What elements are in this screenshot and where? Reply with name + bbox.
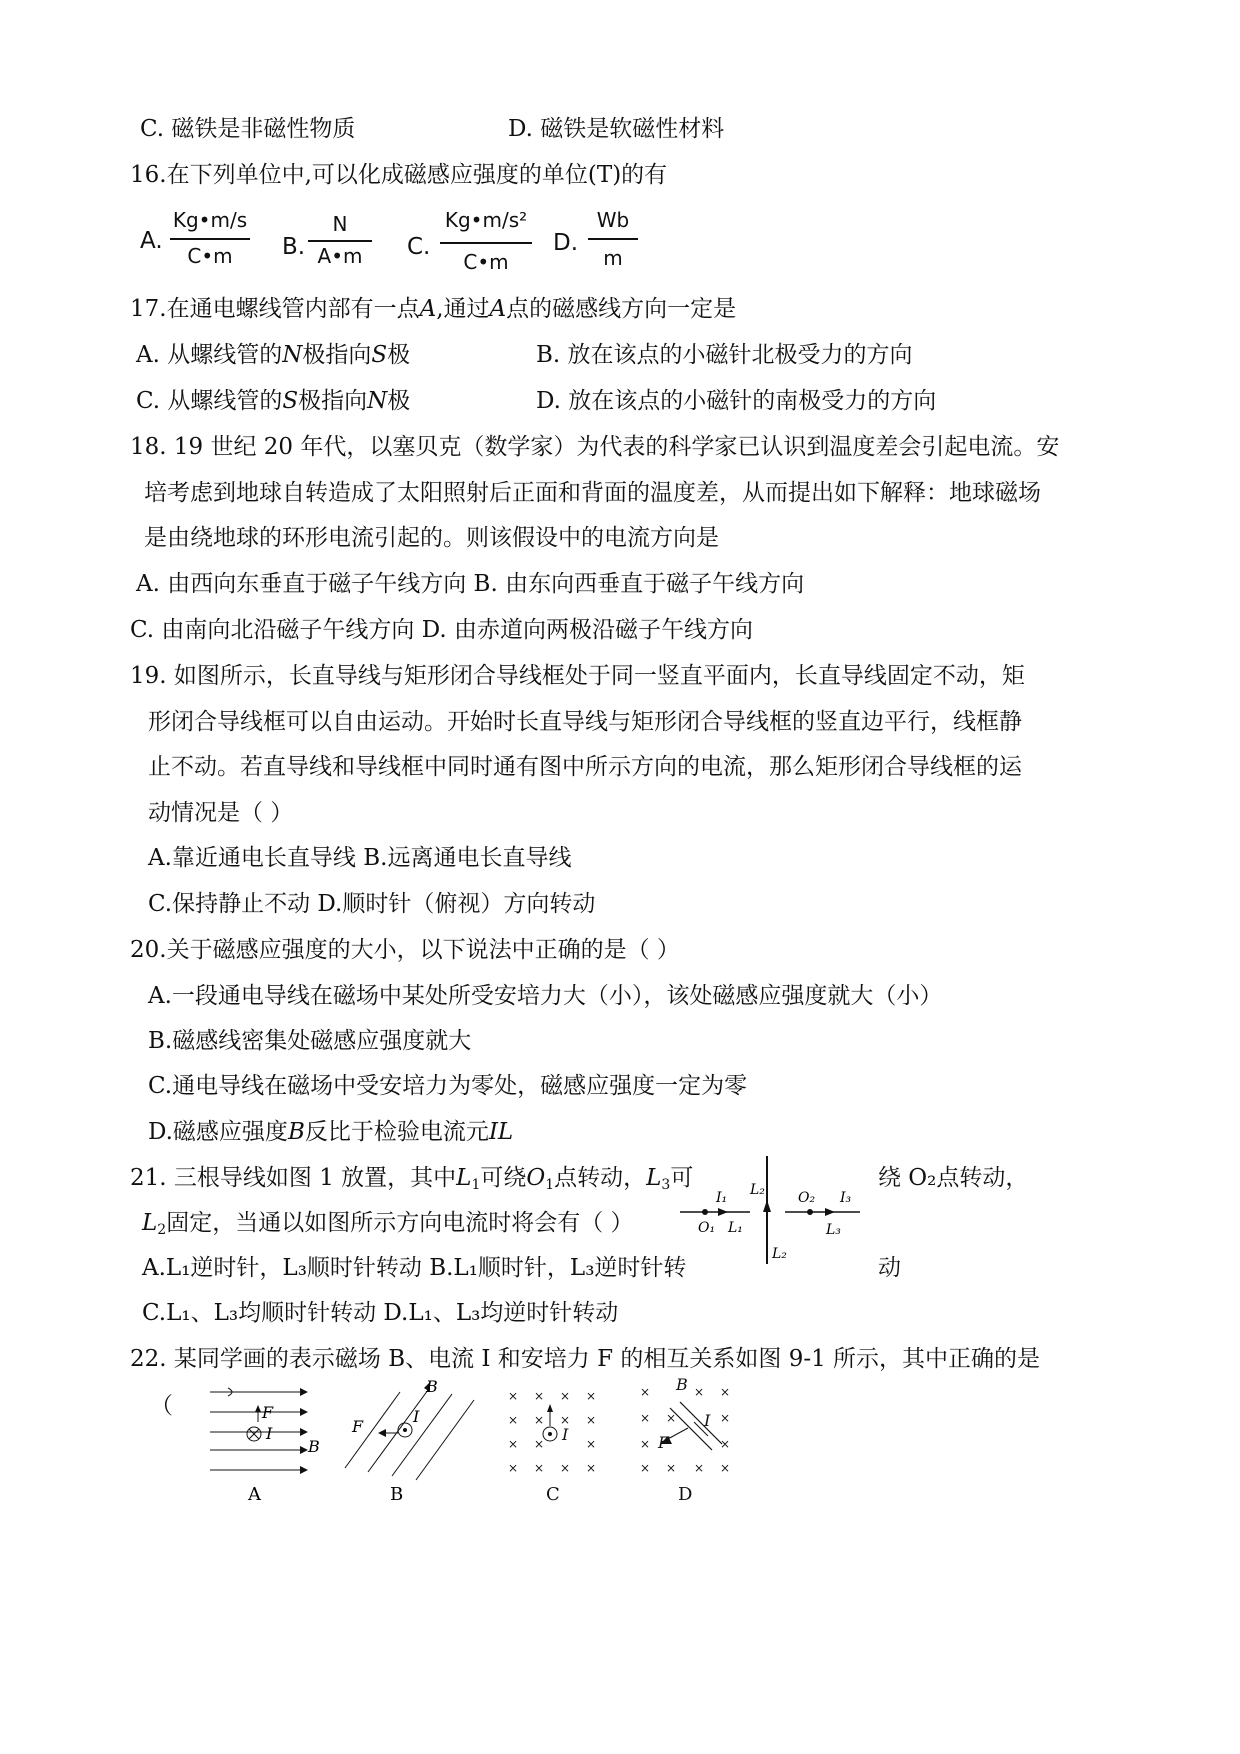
arrow-i3 bbox=[825, 1208, 835, 1216]
q17-stem: 17.在通电螺线管内部有一点A,通过A点的磁感线方向一定是 bbox=[130, 296, 737, 322]
fig-c-label: C bbox=[546, 1484, 560, 1505]
q16-option-c-label: C. bbox=[407, 234, 431, 260]
label-l2-top: L₂ bbox=[750, 1182, 765, 1198]
svg-text:×: × bbox=[586, 1437, 597, 1451]
fig-c-i: I bbox=[562, 1425, 569, 1444]
q18-line-1: 18. 19 世纪 20 年代，以塞贝克（数学家）为代表的科学家已认识到温度差会引起电流。安 bbox=[130, 434, 1060, 460]
svg-text:×: × bbox=[508, 1389, 519, 1403]
fig-b-b: B bbox=[426, 1377, 438, 1396]
q17-option-c: C. 从螺线管的S极指向N极 bbox=[136, 388, 411, 414]
q22-figures bbox=[200, 1372, 760, 1512]
q16-option-d-label: D. bbox=[553, 230, 579, 256]
q22-stem: 22. 某同学画的表示磁场 B、电流 I 和安培力 F 的相互关系如图 9-1 所示，其中正确的是 bbox=[130, 1346, 1041, 1372]
svg-text:×: × bbox=[560, 1461, 571, 1475]
q18-line-2: 培考虑到地球自转造成了太阳照射后正面和背面的温度差，从而提出如下解释：地球磁场 bbox=[144, 480, 1041, 506]
label-l1: L₁ bbox=[728, 1220, 743, 1236]
fig-b-label: B bbox=[390, 1484, 404, 1505]
svg-text:×: × bbox=[694, 1385, 705, 1399]
q18-options-ab: A. 由西向东垂直于磁子午线方向 B. 由东向西垂直于磁子午线方向 bbox=[136, 571, 805, 597]
svg-text:×: × bbox=[586, 1461, 597, 1475]
q16-option-a-label: A. bbox=[140, 228, 163, 254]
q19-options-cd: C.保持静止不动 D.顺时针（俯视）方向转动 bbox=[148, 891, 596, 917]
svg-text:×: × bbox=[640, 1411, 651, 1425]
q21-line-2: $L_2$固定，当通以如图所示方向电流时将会有（ ） bbox=[142, 1210, 634, 1238]
svg-text:×: × bbox=[508, 1413, 519, 1427]
svg-text:×: × bbox=[508, 1461, 519, 1475]
q16-c-numerator: Kg•m/s² bbox=[444, 208, 528, 232]
figure-d bbox=[640, 1375, 730, 1505]
q22-paren: （ bbox=[150, 1393, 173, 1419]
svg-text:×: × bbox=[560, 1389, 571, 1403]
svg-text:×: × bbox=[720, 1385, 731, 1399]
arrow-i1 bbox=[718, 1208, 728, 1216]
fig-b-f: F bbox=[352, 1417, 364, 1436]
q19-line-3: 止不动。若直导线和导线框中同时通有图中所示方向的电流，那么矩形闭合导线框的运 bbox=[148, 754, 1022, 780]
svg-text:×: × bbox=[586, 1389, 597, 1403]
q19-line-4: 动情况是（ ） bbox=[148, 800, 294, 826]
q19-line-1: 19. 如图所示，长直导线与矩形闭合导线框处于同一竖直平面内，长直导线固定不动，矩 bbox=[130, 663, 1025, 689]
svg-text:×: × bbox=[508, 1437, 519, 1451]
q18-line-3: 是由绕地球的环形电流引起的。则该假设中的电流方向是 bbox=[144, 525, 719, 551]
arrow-l2 bbox=[763, 1200, 771, 1212]
q19-options-ab: A.靠近通电长直导线 B.远离通电长直导线 bbox=[148, 845, 572, 871]
fig-a-i: I bbox=[266, 1424, 273, 1443]
fig-a-f: F bbox=[262, 1403, 274, 1422]
svg-text:×: × bbox=[694, 1461, 705, 1475]
svg-text:×: × bbox=[666, 1411, 677, 1425]
q20-option-a: A.一段通电导线在磁场中某处所受安培力大（小），该处磁感应强度就大（小） bbox=[148, 983, 943, 1009]
q21-option-ab: A.L₁逆时针，L₃顺时针转动 B.L₁顺时针，L₃逆时针转 bbox=[142, 1255, 687, 1281]
q16-option-a-fraction bbox=[170, 208, 250, 268]
q17-option-b: B. 放在该点的小磁针北极受力的方向 bbox=[536, 342, 913, 368]
svg-text:×: × bbox=[720, 1461, 731, 1475]
q16-stem: 16.在下列单位中,可以化成磁感应强度的单位(T)的有 bbox=[130, 162, 668, 188]
q15-option-d: D. 磁铁是软磁性材料 bbox=[508, 116, 725, 142]
q20-option-b: B.磁感线密集处磁感应强度就大 bbox=[148, 1028, 472, 1054]
q20-option-d: D.磁感应强度B反比于检验电流元IL bbox=[148, 1119, 514, 1145]
figure-a bbox=[210, 1388, 320, 1505]
q19-line-2: 形闭合导线框可以自由运动。开始时长直导线与矩形闭合导线框的竖直边平行，线框静 bbox=[148, 709, 1022, 735]
q21-figure bbox=[670, 1150, 870, 1270]
q16-d-denominator: m bbox=[603, 246, 623, 270]
svg-text:×: × bbox=[534, 1389, 545, 1403]
q16-option-c-fraction bbox=[440, 208, 532, 274]
q16-b-denominator: A•m bbox=[317, 244, 363, 268]
q21-option-cd: C.L₁、L₃均顺时针转动 D.L₁、L₃均逆时针转动 bbox=[142, 1300, 619, 1326]
q16-c-denominator: C•m bbox=[463, 250, 509, 274]
label-l2-bottom: L₂ bbox=[772, 1246, 787, 1262]
svg-text:×: × bbox=[640, 1385, 651, 1399]
q21-line-1: 21. 三根导线如图 1 放置，其中$L_1$可绕$O_1$点转动，$L_3$可 bbox=[130, 1165, 694, 1193]
label-o1: O₁ bbox=[698, 1220, 716, 1236]
svg-text:×: × bbox=[640, 1461, 651, 1475]
svg-text:×: × bbox=[666, 1461, 677, 1475]
q17-option-a: A. 从螺线管的N极指向S极 bbox=[136, 342, 411, 368]
q17-option-d: D. 放在该点的小磁针的南极受力的方向 bbox=[536, 388, 937, 414]
q16-a-numerator: Kg•m/s bbox=[172, 208, 248, 232]
q21-line-1-right: 绕 O₂点转动， bbox=[878, 1165, 1029, 1191]
pivot-o2 bbox=[807, 1209, 813, 1215]
fig-d-f: F bbox=[658, 1433, 670, 1452]
fig-d-i: I bbox=[704, 1411, 711, 1430]
q15-option-c: C. 磁铁是非磁性物质 bbox=[140, 116, 356, 142]
label-l3: L₃ bbox=[826, 1222, 841, 1238]
label-i3: I₃ bbox=[840, 1190, 852, 1206]
label-o2: O₂ bbox=[798, 1190, 816, 1206]
q16-d-numerator: Wb bbox=[596, 208, 630, 232]
svg-text:×: × bbox=[720, 1437, 731, 1451]
fig-a-b: B bbox=[308, 1437, 320, 1456]
svg-text:×: × bbox=[534, 1413, 545, 1427]
fig-a-label: A bbox=[248, 1484, 261, 1505]
figure-c bbox=[508, 1389, 596, 1505]
q16-option-d-fraction bbox=[588, 208, 638, 268]
q18-options-cd: C. 由南向北沿磁子午线方向 D. 由赤道向两极沿磁子午线方向 bbox=[130, 617, 753, 643]
q21-option-ab-right: 动 bbox=[878, 1255, 901, 1281]
svg-text:×: × bbox=[720, 1411, 731, 1425]
fig-d-label: D bbox=[678, 1484, 693, 1505]
q16-option-b-label: B. bbox=[282, 234, 306, 260]
q20-option-c: C.通电导线在磁场中受安培力为零处，磁感应强度一定为零 bbox=[148, 1073, 748, 1099]
label-i1: I₁ bbox=[716, 1190, 728, 1206]
q20-stem: 20.关于磁感应强度的大小，以下说法中正确的是（ ） bbox=[130, 937, 680, 963]
svg-text:×: × bbox=[560, 1413, 571, 1427]
q16-b-numerator: N bbox=[332, 212, 348, 236]
svg-text:×: × bbox=[534, 1461, 545, 1475]
svg-text:×: × bbox=[534, 1437, 545, 1451]
svg-text:×: × bbox=[640, 1437, 651, 1451]
fig-d-b: B bbox=[676, 1375, 688, 1394]
pivot-o1 bbox=[702, 1209, 708, 1215]
q16-a-denominator: C•m bbox=[187, 244, 233, 268]
svg-text:×: × bbox=[586, 1413, 597, 1427]
fig-b-i: I bbox=[413, 1407, 420, 1426]
figure-b bbox=[345, 1377, 474, 1505]
q16-option-b-fraction bbox=[308, 212, 372, 272]
